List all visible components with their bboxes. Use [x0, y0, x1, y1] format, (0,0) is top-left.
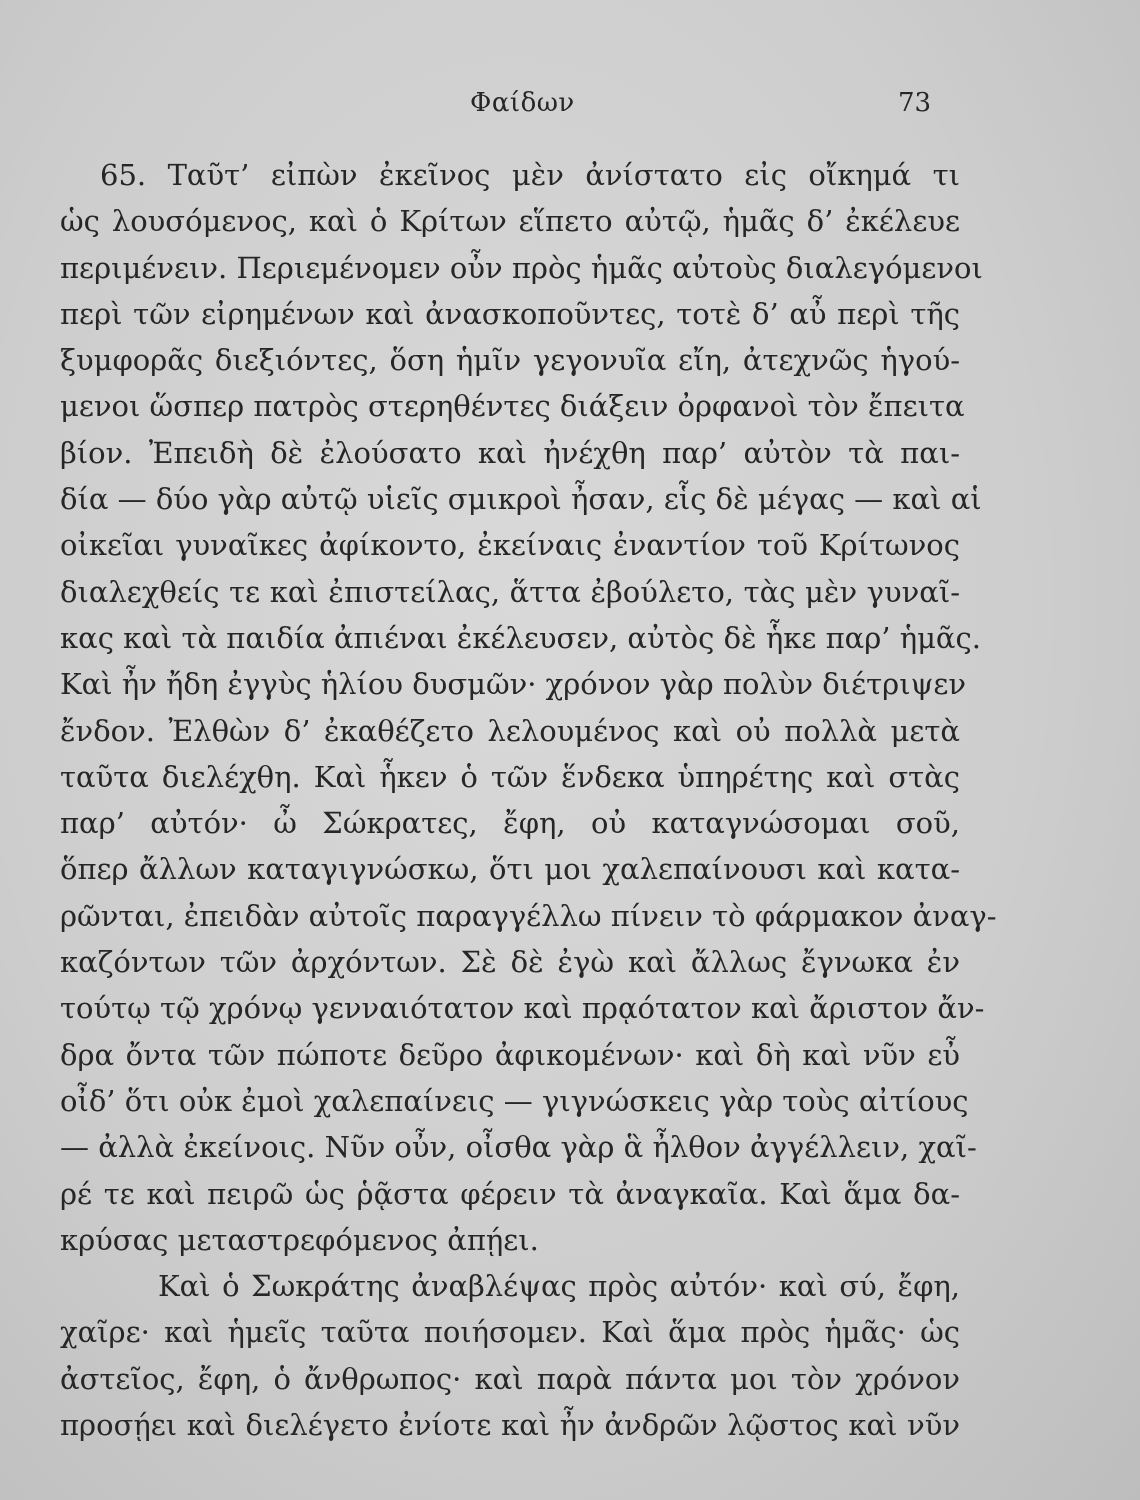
text-line: οἰκεῖαι γυναῖκες ἀφίκοντο, ἐκείναις ἐναντίον τοῦ Κρίτωνος [60, 528, 960, 563]
text-line: δία — δύο γὰρ αὐτῷ υἱεῖς σμικροὶ ἦσαν, εἷς δὲ μέγας — καὶ αἱ [60, 482, 982, 517]
text-line: ταῦτα διελέχθη. Καὶ ἧκεν ὁ τῶν ἕνδεκα ὑπηρέτης καὶ στὰς [60, 759, 960, 794]
text-line: προσῄει καὶ διελέγετο ἐνίοτε καὶ ἦν ἀνδρῶν λῷστος καὶ νῦν [60, 1408, 960, 1443]
text-line: χαῖρε· καὶ ἡμεῖς ταῦτα ποιήσομεν. Καὶ ἅμα πρὸς ἡμᾶς· ὡς [60, 1315, 960, 1350]
text-line: — ἀλλὰ ἐκείνοις. Νῦν οὖν, οἶσθα γὰρ ἃ ἦλθον ἀγγέλλειν, χαῖ- [60, 1130, 977, 1165]
text-line: παρ’ αὐτόν· ὦ Σώκρατες, ἔφη, οὐ καταγνώσομαι σοῦ, [60, 806, 960, 841]
text-line: Καὶ ὁ Σωκράτης ἀναβλέψας πρὸς αὐτόν· καὶ σύ, ἔφη, [158, 1269, 960, 1304]
text-line: ἀστεῖος, ἔφη, ὁ ἄνθρωπος· καὶ παρὰ πάντα μοι τὸν χρόνον [60, 1361, 960, 1396]
text-line: κας καὶ τὰ παιδία ἀπιέναι ἐκέλευσεν, αὐτὸς δὲ ἧκε παρ’ ἡμᾶς. [60, 620, 981, 655]
text-line: Καὶ ἦν ἤδη ἐγγὺς ἡλίου δυσμῶν· χρόνον γὰρ πολὺν διέτριψεν [60, 667, 966, 702]
text-line: διαλεχθείς τε καὶ ἐπιστείλας, ἅττα ἐβούλετο, τὰς μὲν γυναῖ- [60, 574, 960, 609]
text-line: ρέ τε καὶ πειρῶ ὡς ῥᾷστα φέρειν τὰ ἀναγκαῖα. Καὶ ἅμα δα- [60, 1176, 960, 1211]
text-line: μενοι ὥσπερ πατρὸς στερηθέντες διάξειν ὀρφανοὶ τὸν ἔπειτα [60, 389, 965, 424]
page-number: 73 [898, 88, 932, 118]
text-line: ἔνδον. Ἐλθὼν δ’ ἐκαθέζετο λελουμένος καὶ οὐ πολλὰ μετὰ [60, 713, 960, 748]
running-title: Φαίδων [470, 88, 575, 118]
text-line: ὅπερ ἄλλων καταγιγνώσκω, ὅτι μοι χαλεπαίνουσι καὶ κατα- [60, 852, 960, 887]
text-line: καζόντων τῶν ἀρχόντων. Σὲ δὲ ἐγὼ καὶ ἄλλως ἔγνωκα ἐν [60, 945, 960, 980]
text-line: ξυμφορᾶς διεξιόντες, ὅση ἡμῖν γεγονυῖα εἴη, ἀτεχνῶς ἡγού- [60, 343, 960, 378]
text-line: δρα ὄντα τῶν πώποτε δεῦρο ἀφικομένων· καὶ δὴ καὶ νῦν εὖ [60, 1037, 960, 1072]
text-line: ρῶνται, ἐπειδὰν αὐτοῖς παραγγέλλω πίνειν τὸ φάρμακον ἀναγ- [60, 898, 997, 933]
text-line: περὶ τῶν εἰρημένων καὶ ἀνασκοποῦντες, τοτὲ δ’ αὖ περὶ τῆς [60, 296, 960, 331]
text-line: περιμένειν. Περιεμένομεν οὖν πρὸς ἡμᾶς αὐτοὺς διαλεγόμενοι [60, 250, 983, 285]
text-line: κρύσας μεταστρεφόμενος ἀπῄει. [60, 1222, 539, 1257]
text-line: ὡς λουσόμενος, καὶ ὁ Κρίτων εἵπετο αὐτῷ, ἡμᾶς δ’ ἐκέλευε [60, 204, 960, 239]
text-line: οἶδ’ ὅτι οὐκ ἐμοὶ χαλεπαίνεις — γιγνώσκεις γὰρ τοὺς αἰτίους [60, 1083, 969, 1118]
text-line: 65. Ταῦτ’ εἰπὼν ἐκεῖνος μὲν ἀνίστατο εἰς οἴκημά τι [100, 158, 960, 192]
text-line: τούτῳ τῷ χρόνῳ γενναιότατον καὶ πρᾳότατον καὶ ἄριστον ἄν- [60, 991, 985, 1026]
body-text [60, 152, 997, 1448]
text-line: βίον. Ἐπειδὴ δὲ ἐλούσατο καὶ ἠνέχθη παρ’ αὐτὸν τὰ παι- [60, 435, 960, 470]
